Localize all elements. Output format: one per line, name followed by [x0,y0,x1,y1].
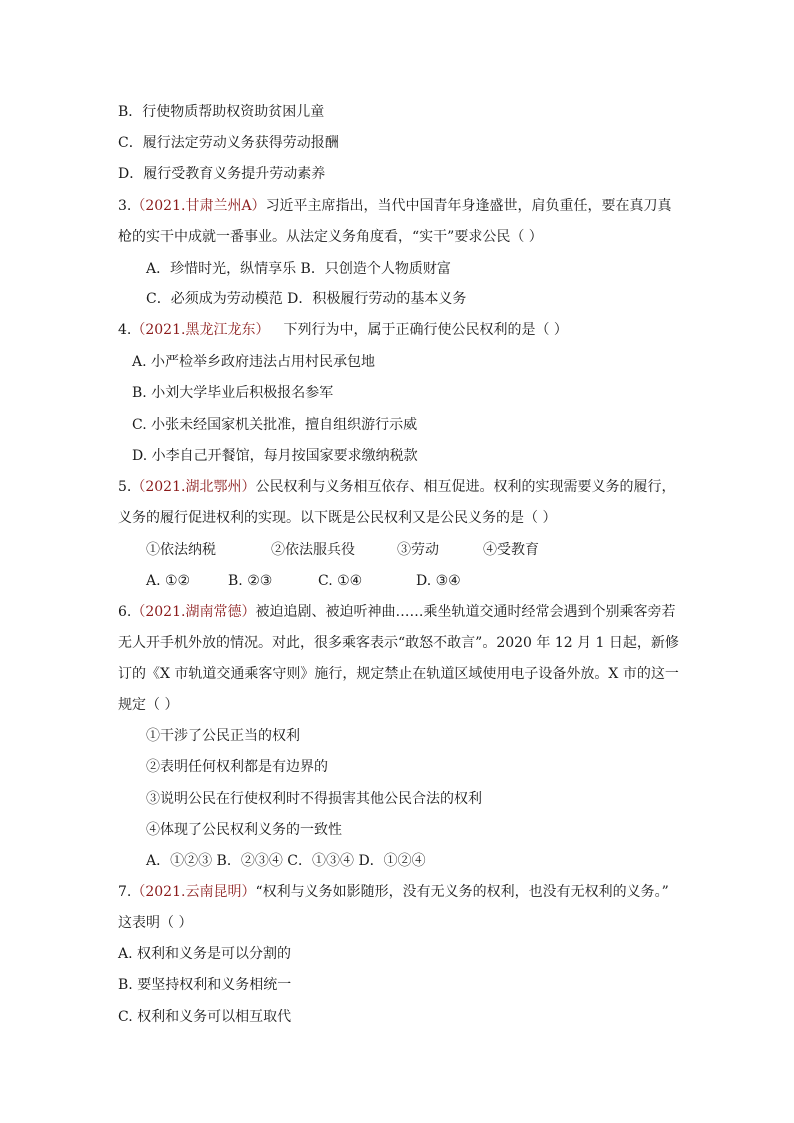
question-2-option-d: D．履行受教育义务提升劳动素养 [118,166,326,182]
question-number: 6. [118,604,132,620]
question-text: “权利与义务如影随形，没有无义务的权利，也没有无权利的义务。” [255,884,669,900]
question-6-item-1: ①干涉了公民正当的权利 [146,728,300,744]
answer-option: A. ①② [146,573,191,589]
answer-option: C. ①④ [318,573,363,589]
question-4-option-b: B. 小刘大学毕业后积极报名参军 [132,385,334,401]
list-item: ②依法服兵役 [271,542,355,558]
question-5-items [146,540,539,560]
question-2-option-b: B．行使物质帮助权资助贫困儿童 [118,104,325,120]
question-4-option-c: C. 小张未经国家机关批准，擅自组织游行示威 [132,417,418,433]
question-3-stem [118,196,672,216]
question-7-option-a: A. 权利和义务是可以分割的 [118,946,292,962]
question-6-stem-cont-2: 订的《X 市轨道交通乘客守则》施行，规定禁止在轨道区域使用电子设备外放。X 市的这一 [118,666,679,682]
question-6-item-2: ②表明任何权利都是有边界的 [146,759,328,775]
question-source: （2021.甘肃兰州A） [131,198,266,214]
question-5-stem-cont: 义务的履行促进权利的实现。以下既是公民权利又是公民义务的是（ ） [118,510,557,526]
question-7-stem [118,882,669,902]
list-item: ④受教育 [483,542,539,558]
question-number: 3. [118,198,132,214]
question-text: 公民权利与义务相互依存、相互促进。权利的实现需要义务的履行， [255,479,676,495]
question-source: （2021.黑龙江龙东） [131,322,270,338]
question-3-options-cd: C．必须成为劳动模范 D．积极履行劳动的基本义务 [146,291,467,307]
question-source: （2021.湖北鄂州） [131,479,256,495]
question-5-stem [118,477,675,497]
question-6-stem-cont-1: 无人开手机外放的情况。对此，很多乘客表示“敢怒不敢言”。2020 年 12 月 1 日起，新修 [118,635,679,651]
question-number: 7. [118,884,132,900]
question-6-item-4: ④体现了公民权利义务的一致性 [146,822,342,838]
question-6-options: A．①②③ B．②③④ C．①③④ D．①②④ [146,853,426,869]
question-7-option-b: B. 要坚持权利和义务相统一 [118,977,292,993]
question-3-options-ab: A．珍惜时光，纵情享乐 B．只创造个人物质财富 [146,261,451,277]
answer-option: D. ③④ [416,573,461,589]
question-6-item-3: ③说明公民在行使权利时不得损害其他公民合法的权利 [146,791,482,807]
list-item: ③劳动 [397,542,439,558]
question-2-option-c: C．履行法定劳动义务获得劳动报酬 [118,135,339,151]
list-item: ①依法纳税 [146,542,216,558]
question-6-stem [118,602,675,622]
question-4-stem [118,320,568,340]
question-3-stem-cont: 枪的实干中成就一番事业。从法定义务角度看，“实干”要求公民（ ） [118,229,543,245]
question-6-stem-cont-3: 规定（ ） [118,697,179,713]
question-text: 下列行为中，属于正确行使公民权利的是（ ） [283,322,568,338]
question-7-stem-cont: 这表明（ ） [118,915,193,931]
question-4-option-d: D. 小李自己开餐馆，每月按国家要求缴纳税款 [132,448,418,464]
question-7-option-c: C. 权利和义务可以相互取代 [118,1009,292,1025]
question-text: 习近平主席指出，当代中国青年身逢盛世，肩负重任，要在真刀真 [265,198,672,214]
question-text: 被迫追剧、被迫听神曲……乘坐轨道交通时经常会遇到个别乘客旁若 [255,604,676,620]
question-source: （2021.云南昆明） [131,884,256,900]
question-5-options [146,571,461,591]
question-source: （2021.湖南常德） [131,604,256,620]
question-number: 4. [118,322,132,338]
question-number: 5. [118,479,132,495]
question-4-option-a: A. 小严检举乡政府违法占用村民承包地 [132,354,376,370]
answer-option: B. ②③ [228,573,273,589]
